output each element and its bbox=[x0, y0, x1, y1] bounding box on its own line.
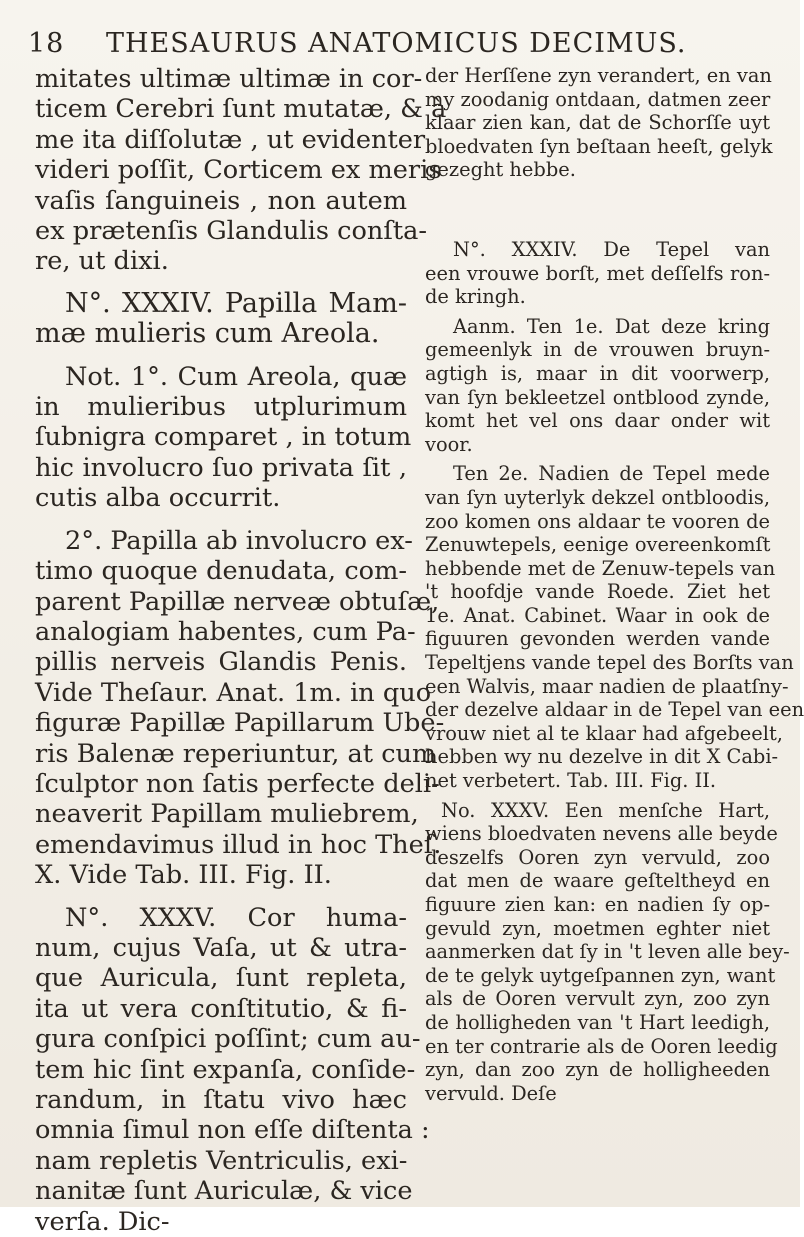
text-line: ex prætenſis Glandulis conſta- bbox=[35, 216, 428, 247]
text-line: N°. XXXV. Cor huma- bbox=[65, 902, 407, 933]
paragraph-gap bbox=[425, 182, 770, 238]
text-line: mæ mulieris cum Areola. bbox=[35, 318, 380, 350]
text-line: 2°. Papilla ab involucro ex- bbox=[65, 525, 413, 556]
text-line: X. Vide Tab. III. Fig. II. bbox=[35, 860, 332, 891]
text-line: analogiam habentes, cum Pa- bbox=[35, 616, 416, 647]
text-line: gezeght hebbe. bbox=[425, 158, 576, 182]
text-line: N°. XXXIV. De Tepel van bbox=[453, 237, 770, 261]
text-line: videri poſſit, Corticem ex meris bbox=[35, 155, 442, 186]
text-line: van ſyn uyterlyk dekzel ontbloodis, bbox=[425, 485, 770, 509]
text-line: der dezelve aldaar in de Tepel van een bbox=[425, 698, 804, 722]
text-line: gevuld zyn, moetmen eghter niet bbox=[425, 916, 770, 940]
text-line: Zenuwtepels, eenige overeenkomſt bbox=[425, 533, 771, 557]
text-line: nanitæ ſunt Auriculæ, & vice bbox=[35, 1176, 413, 1207]
text-line: een Walvis, maar nadien de plaatſny- bbox=[425, 674, 789, 698]
text-line: vrouw niet al te klaar had afgebeelt, bbox=[425, 721, 783, 745]
text-line: Tepeltjens vande tepel des Borſts van bbox=[425, 651, 794, 675]
text-line: mitates ultimæ ultimæ in cor- bbox=[35, 64, 423, 94]
text-line: Vide Theſaur. Anat. 1m. in quo bbox=[35, 677, 432, 708]
text-line: tem hic ſint expanſa, conſide- bbox=[35, 1054, 416, 1085]
text-line: hebbende met de Zenuw-tepels van bbox=[425, 556, 776, 580]
text-line: de te gelyk uytgeſpannen zyn, want bbox=[425, 963, 776, 987]
text-line: zyn, dan zoo zyn de holligheeden bbox=[425, 1058, 770, 1082]
text-line: neaverit Papillam muliebrem, bbox=[35, 799, 419, 830]
text-line: ita ut vera conſtitutio, & fi- bbox=[35, 993, 407, 1024]
text-line: timo quoque denudata, com- bbox=[35, 556, 407, 587]
text-line: figuræ Papillæ Papillarum Ube- bbox=[35, 708, 445, 739]
paragraph-gap bbox=[35, 350, 407, 362]
text-line: als de Ooren vervult zyn, zoo zyn bbox=[425, 987, 770, 1011]
text-line: nam repletis Ventriculis, exi- bbox=[35, 1145, 408, 1176]
text-line: No. XXXV. Een menſche Hart, bbox=[441, 798, 770, 822]
text-line: in mulieribus utplurimum bbox=[35, 392, 407, 423]
text-line: emendavimus illud in hoc Theſ. bbox=[35, 829, 442, 860]
text-line: hebben wy nu dezelve in dit X Cabi- bbox=[425, 745, 779, 769]
text-line: pillis nerveis Glandis Penis. bbox=[35, 647, 407, 678]
text-line: verſa. Dic- bbox=[35, 1206, 170, 1237]
text-line: zoo komen ons aldaar te vooren de bbox=[425, 509, 770, 533]
text-line: ſubnigra comparet , in totum bbox=[35, 422, 412, 453]
text-line: hic involucro ſuo privata ſit , bbox=[35, 452, 407, 483]
text-line: een vrouwe borſt, met deſſelfs ron- bbox=[425, 261, 770, 285]
text-line: re, ut dixi. bbox=[35, 246, 169, 277]
text-line: N°. XXXIV. Papilla Mam- bbox=[65, 287, 407, 319]
text-line: Aanm. Ten 1e. Dat deze kring bbox=[453, 314, 770, 338]
text-line: figuuren gevonden werden vande bbox=[425, 627, 770, 651]
text-line: Ten 2e. Nadien de Tepel mede bbox=[453, 462, 770, 486]
text-line: komt het vel ons daar onder wit bbox=[425, 409, 770, 433]
text-line: 't hoofdje vande Roede. Ziet het bbox=[425, 580, 770, 604]
text-line: randum, in ſtatu vivo hæc bbox=[35, 1085, 407, 1115]
text-line: omnia ſimul non eſſe diſtenta : bbox=[35, 1115, 430, 1146]
text-line: de kringh. bbox=[425, 285, 526, 309]
dutch-column bbox=[425, 64, 804, 1105]
paragraph-gap bbox=[35, 891, 407, 903]
text-line: van ſyn bekleetzel ontblood zynde, bbox=[425, 385, 770, 409]
text-line: my zoodanig ontdaan, datmen zeer bbox=[425, 87, 771, 111]
text-line: klaar zien kan, dat de Schorſſe uyt bbox=[425, 111, 770, 135]
text-line: parent Papillæ nerveæ obtuſæ, bbox=[35, 586, 440, 617]
text-line: cutis alba occurrit. bbox=[35, 483, 281, 514]
text-line: aanmerken dat ſy in 't leven alle bey- bbox=[425, 940, 790, 964]
text-line: ſculptor non ſatis perfecte deli- bbox=[35, 768, 440, 799]
text-line: figuure zien kan: en nadien ſy op- bbox=[425, 893, 770, 916]
text-line: deszelfs Ooren zyn vervuld, zoo bbox=[425, 845, 770, 869]
text-line: num, cujus Vaſa, ut & utra- bbox=[35, 932, 407, 963]
text-line: net verbetert. Tab. III. Fig. II. bbox=[425, 769, 717, 793]
text-line: vervuld. Deſe bbox=[425, 1081, 557, 1105]
text-line: que Auricula, ſunt repleta, bbox=[35, 963, 407, 994]
text-line: wiens bloedvaten nevens alle beyde bbox=[425, 822, 778, 846]
text-line: ticem Cerebri ſunt mutatæ, & à bbox=[35, 94, 447, 125]
text-line: 1e. Anat. Cabinet. Waar in ook de bbox=[425, 603, 770, 627]
text-line: Not. 1°. Cum Areola, quæ bbox=[65, 361, 407, 392]
latin-column bbox=[35, 64, 447, 1237]
running-header bbox=[28, 28, 768, 68]
text-line: dat men de waare geſteltheyd en bbox=[425, 869, 770, 893]
text-line: gura conſpici poſſint; cum au- bbox=[35, 1024, 421, 1055]
page-number: 18 bbox=[28, 28, 65, 59]
text-line: en ter contrarie als de Ooren leedig bbox=[425, 1034, 778, 1058]
text-line: agtigh is, maar in dit voorwerp, bbox=[425, 361, 770, 385]
paragraph-gap bbox=[35, 514, 407, 526]
text-line: voor. bbox=[425, 432, 473, 456]
text-line: gemeenlyk in de vrouwen bruyn- bbox=[425, 338, 770, 362]
running-title: THESAURUS ANATOMICUS DECIMUS. bbox=[106, 28, 687, 59]
text-line: der Herſſene zyn verandert, en van bbox=[425, 64, 772, 87]
text-line: bloedvaten ſyn beſtaan heeſt, gelyk bbox=[425, 134, 773, 158]
text-line: me ita diſſolutæ , ut evidenter bbox=[35, 124, 426, 155]
text-line: ris Balenæ reperiuntur, at cum bbox=[35, 738, 437, 769]
text-line: de holligheden van 't Hart leedigh, bbox=[425, 1010, 770, 1034]
text-line: vaſis ſanguineis , non autem bbox=[35, 185, 407, 216]
